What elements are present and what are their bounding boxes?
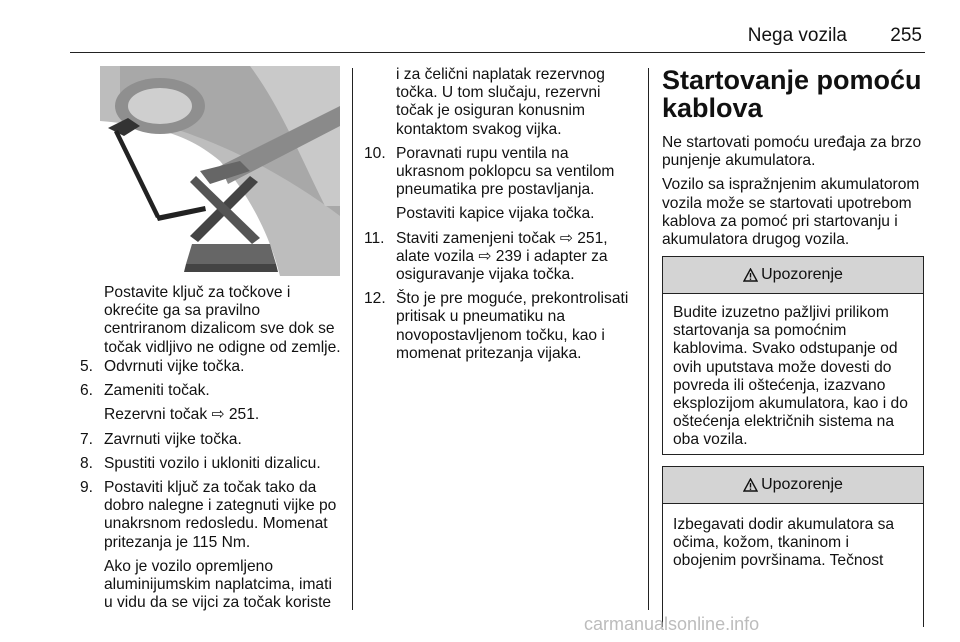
- warning-text: Izbegavati dodir akumulatora sa očima, kožom, tkaninom i obojenim površinama. Tečnost: [673, 516, 895, 570]
- intro-paragraph-1: Ne startovati pomoću uređaja za brzo punjenje akumulatora.: [662, 134, 922, 170]
- jack-illustration: [100, 66, 340, 276]
- caption-line: Postavite ključ za točkove i okrećite ga sa pravilno centriranom dizalicom sve dok se točak vidljivo ne odigne od zemlje.: [104, 284, 341, 356]
- warning-box-1: [662, 256, 924, 455]
- warning-header: [663, 467, 923, 504]
- column-divider-left: [352, 68, 353, 610]
- step-8: 8. Spustiti vozilo i ukloniti dizalicu.: [80, 454, 321, 472]
- left-steps: [80, 358, 352, 612]
- page-number: 255: [890, 25, 922, 46]
- step-10-note: Postaviti kapice vijaka točka.: [396, 205, 595, 223]
- page-header: [70, 22, 925, 53]
- step-6: 6. Zameniti točak.: [80, 382, 210, 400]
- middle-column: [364, 66, 644, 363]
- step-5: 5. Odvrnuti vijke točka.: [80, 358, 245, 375]
- warning-header: [663, 257, 923, 294]
- warning-triangle-icon: [743, 268, 758, 282]
- reference-arrow-icon: ⇨: [478, 247, 492, 265]
- right-column: [662, 66, 930, 249]
- section-heading: Startovanje pomoću kablova: [662, 65, 922, 123]
- figure-caption: [80, 284, 350, 357]
- step-11: 11. Staviti zamenjeni točak ⇨ 251, alate vozila ⇨ 239 i adapter za osiguravanje vijaka točka.: [364, 229, 608, 284]
- step-6-note: Rezervni točak ⇨ 251.: [104, 406, 260, 424]
- reference-arrow-icon: ⇨: [211, 406, 225, 424]
- warning-triangle-icon: [743, 478, 758, 492]
- step-10: 10. Poravnati rupu ventila na ukrasnom poklopcu sa ventilom pneumatika pre postavljanja.: [364, 144, 615, 199]
- step-12: 12. Što je pre moguće, prekontrolisati pritisak u pneumatiku na novopostavljenom točku, kao i momenat pritezanja vijaka.: [364, 290, 629, 362]
- step-7: 7. Zavrnuti vijke točka.: [80, 430, 242, 448]
- site-watermark: carmanualsonline.info: [584, 614, 760, 634]
- continuation-text: i za čelični naplatak rezervnog točka. U tom slučaju, rezervni točak je osiguran konusnim kontaktom svakog vijka.: [396, 66, 605, 138]
- step-9: 9. Postaviti ključ za točak tako da dobro nalegne i zategnuti vijke po unakrsnom redosledu. Momenat pritezanja je 115 Nm.: [80, 479, 337, 551]
- step-9-note: Ako je vozilo opremljeno aluminijumskim naplatcima, imati u vidu da se vijci za točak koriste: [104, 557, 332, 612]
- warning-text: Budite izuzetno pažljivi prilikom startovanja sa pomoćnim kablovima. Svako odstupanje od ovih uputstava može dovesti do povreda ili oštećenja, izazvano eksplozijom akumulatora, kao i do oštećenja električnih sistema na oba vozila.: [673, 304, 908, 449]
- warning-title: Upozorenje: [761, 266, 843, 283]
- warning-title: Upozorenje: [761, 476, 843, 493]
- left-column: [80, 284, 350, 365]
- warning-box-2: [662, 466, 924, 627]
- column-divider-right: [648, 68, 649, 610]
- car-jack-image: [100, 66, 340, 276]
- reference-arrow-icon: ⇨: [559, 229, 573, 247]
- section-title: Nega vozila: [747, 25, 847, 46]
- intro-paragraph-2: Vozilo sa ispražnjenim akumulatorom vozila može se startovati upotrebom kablova za pomoć pri startovanju i akumulatora drugog vozila.: [662, 176, 920, 249]
